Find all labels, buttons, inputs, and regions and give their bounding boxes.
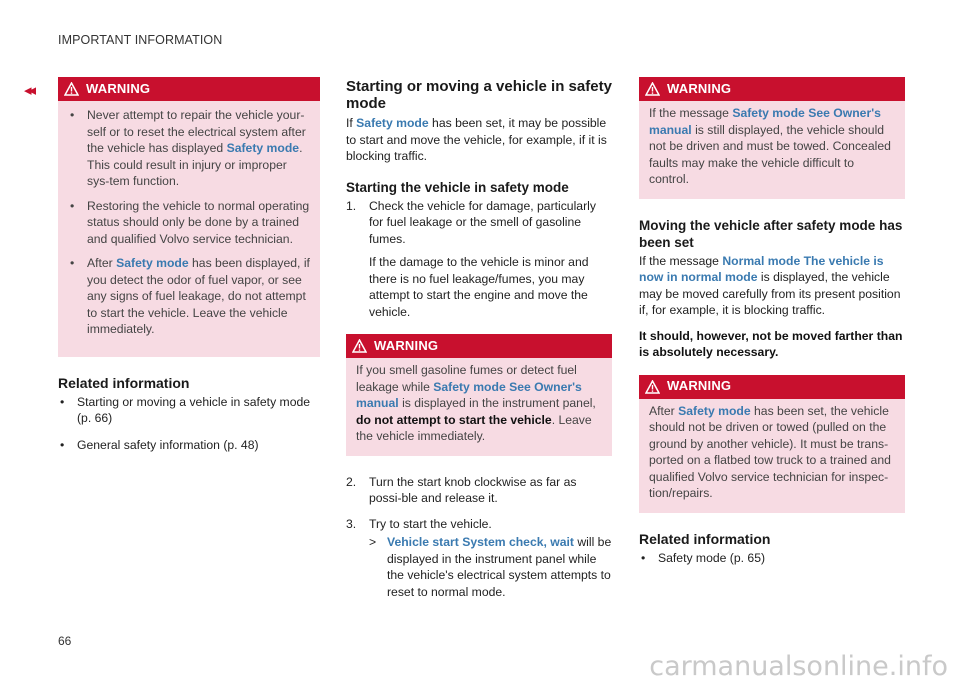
continued-arrows-icon: ◂◂ <box>24 82 34 99</box>
message-text: Safety mode <box>116 256 189 270</box>
warning-triangle-icon <box>64 82 79 96</box>
steps-list <box>346 198 612 321</box>
warning-triangle-icon <box>352 339 367 353</box>
related-link[interactable]: • Starting or moving a vehicle in safety mode (p. 66) <box>58 394 320 427</box>
step-result: > Vehicle start System check, wait will be displayed in the instrument panel while the vehicle's electrical system attempts to reset to normal mode. <box>369 535 612 599</box>
related-link[interactable]: • Safety mode (p. 65) <box>639 550 905 567</box>
warning-title: WARNING <box>86 80 151 96</box>
warning-body: If the message Safety mode See Owner's manual is still displayed, the vehicle should not be driven and must be towed. Concealed faults may make the vehicle difficult to control. <box>649 106 891 186</box>
subsection-title: Starting the vehicle in safety mode <box>346 179 569 195</box>
steps-list <box>346 474 612 601</box>
message-text: Safety mode See Owner's manual <box>649 106 881 137</box>
warning-header <box>639 77 905 101</box>
column-1 <box>58 77 320 463</box>
warning-header <box>346 334 612 358</box>
warning-header <box>639 375 905 399</box>
related-title: Related information <box>639 530 771 547</box>
column-3 <box>639 77 905 576</box>
related-information <box>58 375 320 454</box>
column-2 <box>346 77 612 609</box>
step-item: 2. Turn the start knob clockwise as far as possi-ble and release it. <box>346 474 577 505</box>
result-marker: > <box>369 535 377 549</box>
bold-instruction: do not attempt to start the vehicle <box>356 412 552 427</box>
message-text: Safety mode See Owner's manual <box>356 379 582 410</box>
bold-paragraph: It should, however, not be moved farther than is absolutely necessary. <box>639 328 903 359</box>
watermark: carmanualsonline.info <box>649 650 948 682</box>
page-header: IMPORTANT INFORMATION <box>58 33 223 47</box>
step-item: 1. Check the vehicle for damage, particularly for fuel leakage or the smell of gasoline fumes. If the damage to the vehicle is minor and there is no fuel leakage/fumes, you may attempt to start the engine and move the vehicle. <box>346 198 612 321</box>
list-item: • After Safety mode has been displayed, if you detect the odor of fuel vapor, or see any signs of fuel leakage, do not attempt to start the vehicle. Leave the vehicle immediately. <box>68 255 310 338</box>
subsection-title: Moving the vehicle after safety mode has been set <box>639 217 903 250</box>
warning-title: WARNING <box>667 378 732 394</box>
warning-box <box>639 375 905 513</box>
warning-title: WARNING <box>374 337 439 353</box>
related-title: Related information <box>58 374 190 391</box>
warning-body <box>58 101 320 357</box>
related-link[interactable]: • General safety information (p. 48) <box>58 437 320 454</box>
section-title: Starting or moving a vehicle in safety mode <box>346 78 612 112</box>
paragraph: If the message Normal mode The vehicle is now in normal mode is displayed, the vehicle may be moved carefully from its present position if, for example, it is blocking traffic. <box>639 253 901 317</box>
warning-triangle-icon <box>645 82 660 96</box>
list-item: • Restoring the vehicle to normal operating status should only be done by a trained and qualified Volvo service technician. <box>68 198 310 248</box>
step-note: If the damage to the vehicle is minor and there is no fuel leakage/fumes, you may attempt to start the engine and move the vehicle. <box>369 255 589 319</box>
warning-box <box>346 334 612 456</box>
list-item: • Never attempt to repair the vehicle your-self or to reset the electrical system after the vehicle has displayed Safety mode. This could result in injury or improper sys-tem function. <box>68 107 310 190</box>
warning-header <box>58 77 320 101</box>
warning-box <box>639 77 905 199</box>
related-information <box>639 531 905 567</box>
warning-body: If you smell gasoline fumes or detect fuel leakage while Safety mode See Owner's manual is displayed in the instrument panel, do not attempt to start the vehicle. Leave the vehicle immediately. <box>356 363 596 443</box>
warning-body: After Safety mode has been set, the vehicle should not be driven or towed (pulled on the ground by another vehicle). It must be trans-ported on a flatbed tow truck to a trained and qualified Volvo service technician for inspec-tion/repairs. <box>649 403 891 500</box>
message-text: Safety mode <box>226 141 300 155</box>
warning-box <box>58 77 320 357</box>
step-item: 3. Try to start the vehicle. > Vehicle start System check, wait will be displayed in the instrument panel while the vehicle's electrical system attempts to reset to normal mode. <box>346 516 612 599</box>
message-text: Safety mode <box>356 116 429 130</box>
message-text: Safety mode <box>678 403 751 418</box>
message-text: Normal mode The vehicle is now in normal mode <box>639 253 884 284</box>
warning-triangle-icon <box>645 380 660 394</box>
intro-paragraph: If Safety mode has been set, it may be possible to start and move the vehicle, for example, if it is blocking traffic. <box>346 116 607 163</box>
message-text: Vehicle start System check, wait <box>387 535 574 549</box>
page-number: 66 <box>58 634 72 648</box>
warning-title: WARNING <box>667 80 732 96</box>
